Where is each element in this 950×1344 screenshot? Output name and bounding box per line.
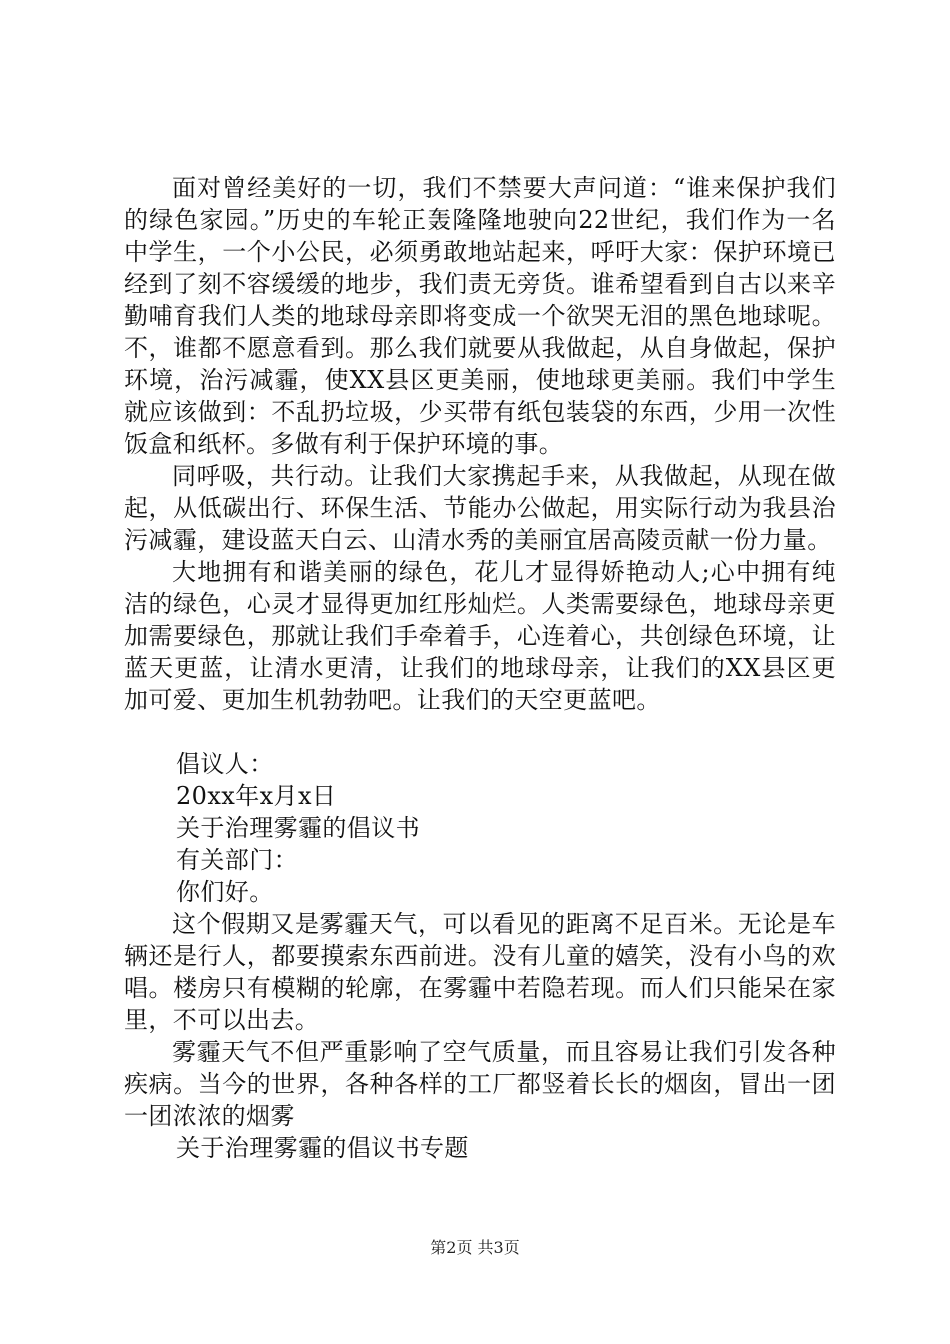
topic-line: 关于治理雾霾的倡议书专题 bbox=[176, 1134, 469, 1162]
signer-label: 倡议人： bbox=[176, 750, 274, 778]
page-footer: 第2页 共3页 bbox=[430, 1238, 520, 1257]
greeting-line: 你们好。 bbox=[176, 878, 274, 906]
paragraph-haze-impact: 雾霾天气不但严重影响了空气质量，而且容易让我们引发各种疾病。当今的世界，各种各样的工厂都竖着长长的烟囱，冒出一团一团浓浓的烟雾 bbox=[124, 1038, 836, 1130]
document-body bbox=[124, 172, 836, 1164]
paragraph-haze-holiday: 这个假期又是雾霾天气，可以看见的距离不足百米。无论是车辆还是行人，都要摸索东西前进。没有儿童的嬉笑，没有小鸟的欢唱。楼房只有模糊的轮廓，在雾霾中若隐若现。而人们只能呆在家里，不可以出去。 bbox=[124, 910, 836, 1034]
date-line: 20xx年x月x日 bbox=[176, 782, 337, 810]
paragraph-green-earth: 大地拥有和谐美丽的绿色，花儿才显得娇艳动人;心中拥有纯洁的绿色，心灵才显得更加红彤灿烂。人类需要绿色，地球母亲更加需要绿色，那就让我们手牵着手，心连着心，共创绿色环境，让蓝天更蓝，让清水更清，让我们的地球母亲，让我们的XX县区更加可爱、更加生机勃勃吧。让我们的天空更蓝吧。 bbox=[124, 558, 836, 714]
paragraph-act-together: 同呼吸，共行动。让我们大家携起手来，从我做起，从现在做起，从低碳出行、环保生活、节能办公做起，用实际行动为我县治污减霾，建设蓝天白云、山清水秀的美丽宜居高陵贡献一份力量。 bbox=[124, 462, 836, 554]
blank-line bbox=[124, 716, 836, 748]
addressee-line: 有关部门： bbox=[176, 846, 298, 874]
paragraph-protect-green-home: 面对曾经美好的一切，我们不禁要大声问道：“谁来保护我们的绿色家园。”历史的车轮正轰隆隆地驶向22世纪，我们作为一名中学生，一个小公民，必须勇敢地站起来，呼吁大家：保护环境已经到了刻不容缓缓的地步，我们责无旁货。谁希望看到自古以来辛勤哺育我们人类的地球母亲即将变成一个欲哭无泪的黑色地球呢。不，谁都不愿意看到。那么我们就要从我做起，从自身做起，保护环境，治污减霾，使XX县区更美丽，使地球更美丽。我们中学生就应该做到：不乱扔垃圾，少买带有纸包装袋的东西，少用一次性饭盒和纸杯。多做有利于保护环境的事。 bbox=[124, 174, 836, 458]
section-title: 关于治理雾霾的倡议书 bbox=[176, 814, 420, 842]
